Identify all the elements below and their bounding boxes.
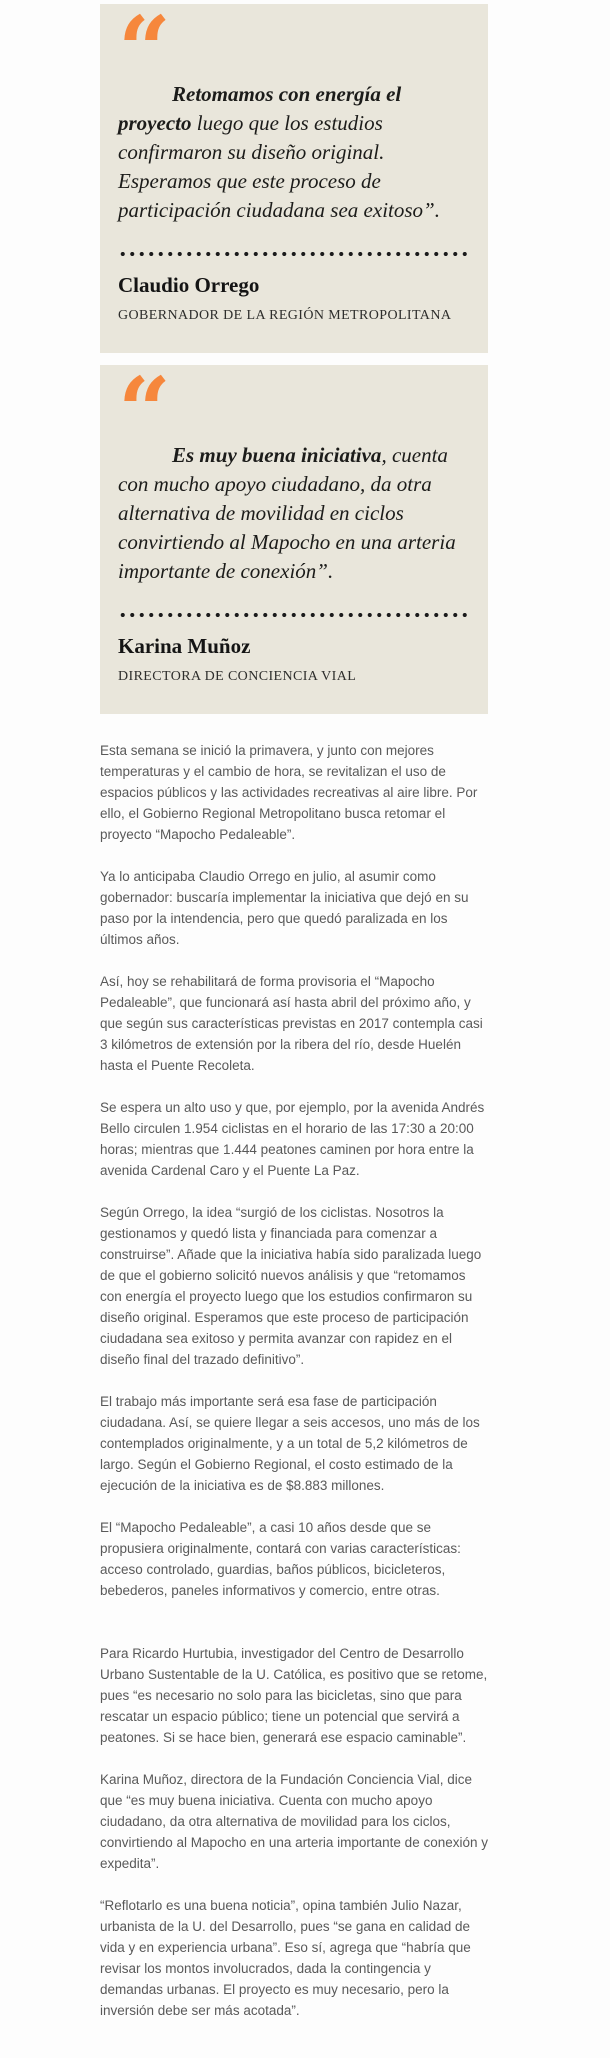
paragraph: Para Ricardo Hurtubia, investigador del Centro de Desarrollo Urbano Sustentable de la U. Católica, es positivo que se retome, pues “es necesario no solo para las bicicletas, sino que para rescatar un espacio público; tiene un potencial que servirá a peatones. Si se hace bien, generará ese espacio caminable”. <box>100 1646 488 1745</box>
paragraph: El “Mapocho Pedaleable”, a casi 10 años desde que se propusiera originalmente, contará con varias características: acceso controlado, guardias, baños públicos, bicicleteros, bebederos, paneles informativos y comercio, entre otras. <box>100 1520 461 1598</box>
open-quote-icon: “ <box>118 357 165 465</box>
quote-author-role: DIRECTORA DE CONCIENCIA VIAL <box>118 669 357 684</box>
quote-author-role: GOBERNADOR DE LA REGIÓN METROPOLITANA <box>118 308 452 323</box>
dotted-separator <box>118 612 470 618</box>
paragraph: El trabajo más importante será esa fase de participación ciudadana. Así, se quiere llegar a seis accesos, uno más de los contemplados originalmente, y a un total de 5,2 kilómetros de largo. Según el Gobierno Regional, el costo estimado de la ejecución de la iniciativa es de $8.883 millones. <box>100 1394 480 1493</box>
quote-author: Karina Muñoz <box>118 634 251 658</box>
quote-text <box>118 441 470 586</box>
pull-quote-card-orrego <box>100 0 488 353</box>
article-page <box>100 0 488 2058</box>
paragraph: Se espera un alto uso y que, por ejemplo, por la avenida Andrés Bello circulen 1.954 ciclistas en el horario de las 17:30 a 20:00 horas; mientras que 1.444 peatones caminen por hora entre la avenida Cardenal Caro y el Puente La Paz. <box>100 1100 485 1178</box>
article-body <box>100 740 488 2021</box>
quote-rest: , cuenta con mucho apoyo ciudadano, da otra alternativa de movilidad en ciclos convirtiendo al Mapocho en una arteria importante de conexión”. <box>118 443 456 583</box>
paragraph: Esta semana se inició la primavera, y junto con mejores temperaturas y el cambio de hora, se revitalizan el uso de espacios públicos y las actividades recreativas al aire libre. Por ello, el Gobierno Regional Metropolitano busca retomar el proyecto “Mapocho Pedaleable”. <box>100 743 478 842</box>
pull-quote-card-munoz <box>100 357 488 714</box>
paragraph: Ya lo anticipaba Claudio Orrego en julio, al asumir como gobernador: buscaría implementar la iniciativa que dejó en su paso por la intendencia, pero que quedó paralizada en los últimos años. <box>100 869 469 947</box>
quote-lead: Es muy buena iniciativa <box>172 443 382 467</box>
paragraph: Según Orrego, la idea “surgió de los ciclistas. Nosotros la gestionamos y quedó lista y financiada para comenzar a construirse”. Añade que la iniciativa había sido paralizada luego de que el gobierno solicitó nuevos análisis y que “retomamos con energía el proyecto luego que los estudios confirmaron su diseño original. Esperamos que este proceso de participación ciudadana sea exitoso y permita avanzar con rapidez en el diseño final del trazado definitivo”. <box>100 1205 482 1367</box>
dotted-separator <box>118 251 470 257</box>
quote-lead: Retomamos con energía el proyecto <box>118 82 402 135</box>
paragraph: Karina Muñoz, directora de la Fundación Conciencia Vial, dice que “es muy buena iniciativa. Cuenta con mucho apoyo ciudadano, da otra alternativa de movilidad para los ciclos, convirtiendo al Mapocho en una arteria importante de conexión y expedita”. <box>100 1772 488 1871</box>
paragraph: Así, hoy se rehabilitará de forma provisoria el “Mapocho Pedaleable”, que funcionará así hasta abril del próximo año, y que según sus características previstas en 2017 contempla casi 3 kilómetros de extensión por la ribera del río, desde Huelén hasta el Puente Recoleta. <box>100 974 483 1073</box>
quote-text <box>118 80 470 225</box>
quote-author: Claudio Orrego <box>118 273 260 297</box>
paragraph: “Reflotarlo es una buena noticia”, opina también Julio Nazar, urbanista de la U. del Desarrollo, pues “se gana en calidad de vida y en experiencia urbana”. Eso sí, agrega que “habría que revisar los montos involucrados, dada la contingencia y demandas urbanas. El proyecto es muy necesario, pero la inversión debe ser más acotada”. <box>100 1898 471 2018</box>
open-quote-icon: “ <box>118 0 165 104</box>
quote-rest: luego que los estudios confirmaron su diseño original. Esperamos que este proceso de participación ciudadana sea exitoso”. <box>118 111 440 222</box>
